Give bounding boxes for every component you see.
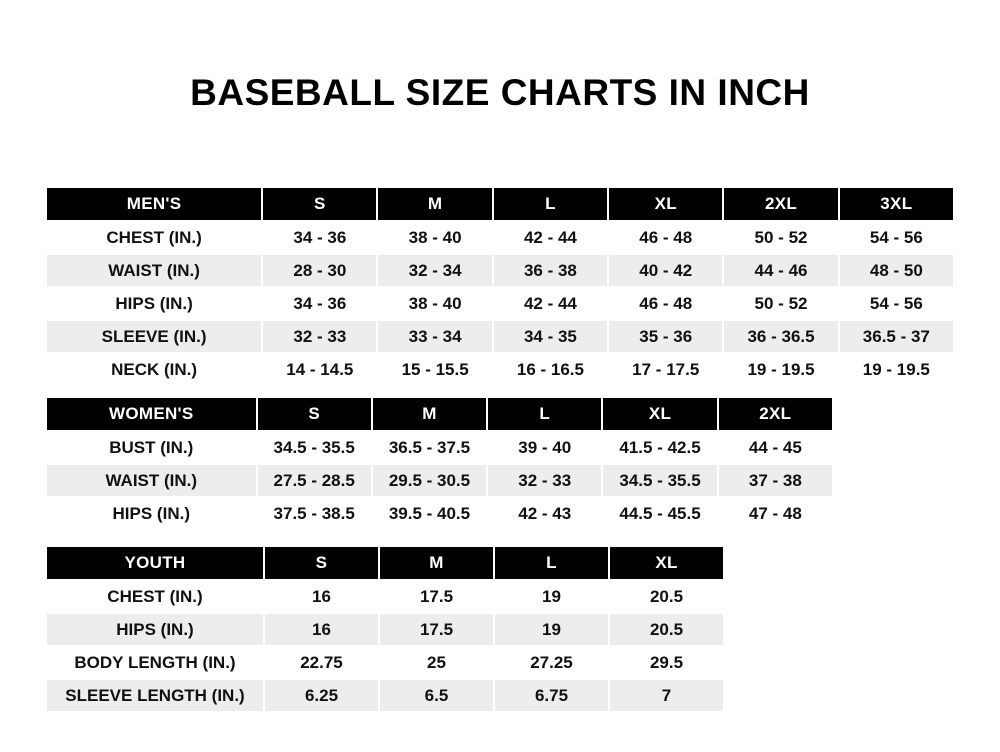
table-cell: 54 - 56 [839, 287, 954, 320]
table-cell: 42 - 44 [493, 287, 608, 320]
column-header: XL [608, 187, 723, 221]
column-header: WOMEN'S [46, 397, 257, 431]
table-row [46, 679, 724, 712]
row-label: NECK (IN.) [46, 353, 262, 386]
table-row [46, 353, 954, 386]
table-cell: 39 - 40 [487, 431, 602, 464]
column-header: M [372, 397, 487, 431]
table-cell: 16 - 16.5 [493, 353, 608, 386]
column-header: L [493, 187, 608, 221]
table-row [46, 580, 724, 613]
table-row [46, 320, 954, 353]
womens-size-table [45, 396, 834, 531]
table-cell: 37.5 - 38.5 [257, 497, 372, 530]
table-row [46, 464, 833, 497]
table-cell: 48 - 50 [839, 254, 954, 287]
table-cell: 6.5 [379, 679, 494, 712]
column-header: L [494, 546, 609, 580]
row-label: HIPS (IN.) [46, 287, 262, 320]
table-cell: 27.25 [494, 646, 609, 679]
column-header: S [264, 546, 379, 580]
table-row [46, 497, 833, 530]
table-row [46, 646, 724, 679]
table-cell: 16 [264, 580, 379, 613]
table-cell: 44.5 - 45.5 [602, 497, 717, 530]
table-cell: 32 - 33 [487, 464, 602, 497]
table-cell: 19 [494, 613, 609, 646]
table-cell: 54 - 56 [839, 221, 954, 254]
table-cell: 36.5 - 37.5 [372, 431, 487, 464]
table-cell: 20.5 [609, 580, 724, 613]
table-cell: 42 - 44 [493, 221, 608, 254]
table-cell: 46 - 48 [608, 221, 723, 254]
table-cell: 34 - 36 [262, 287, 377, 320]
table-cell: 19 - 19.5 [839, 353, 954, 386]
column-header: XL [602, 397, 717, 431]
row-label: WAIST (IN.) [46, 464, 257, 497]
table-cell: 36 - 36.5 [723, 320, 838, 353]
table-cell: 34 - 36 [262, 221, 377, 254]
table-cell: 44 - 46 [723, 254, 838, 287]
row-label: HIPS (IN.) [46, 497, 257, 530]
table-cell: 40 - 42 [608, 254, 723, 287]
table-cell: 34.5 - 35.5 [602, 464, 717, 497]
row-label: SLEEVE LENGTH (IN.) [46, 679, 264, 712]
table-cell: 42 - 43 [487, 497, 602, 530]
column-header: XL [609, 546, 724, 580]
table-cell: 28 - 30 [262, 254, 377, 287]
column-header: S [257, 397, 372, 431]
table-cell: 47 - 48 [718, 497, 833, 530]
table-header-row [46, 546, 724, 580]
table-cell: 37 - 38 [718, 464, 833, 497]
table-cell: 22.75 [264, 646, 379, 679]
row-label: CHEST (IN.) [46, 221, 262, 254]
column-header: M [379, 546, 494, 580]
table-cell: 32 - 33 [262, 320, 377, 353]
table-cell: 35 - 36 [608, 320, 723, 353]
table-cell: 27.5 - 28.5 [257, 464, 372, 497]
table-cell: 20.5 [609, 613, 724, 646]
column-header: S [262, 187, 377, 221]
column-header: MEN'S [46, 187, 262, 221]
column-header: YOUTH [46, 546, 264, 580]
table-header-row [46, 397, 833, 431]
table-cell: 50 - 52 [723, 287, 838, 320]
table-cell: 32 - 34 [377, 254, 492, 287]
table-row [46, 254, 954, 287]
table-row [46, 613, 724, 646]
table-cell: 33 - 34 [377, 320, 492, 353]
table-cell: 14 - 14.5 [262, 353, 377, 386]
row-label: CHEST (IN.) [46, 580, 264, 613]
table-cell: 50 - 52 [723, 221, 838, 254]
column-header: 3XL [839, 187, 954, 221]
table-cell: 15 - 15.5 [377, 353, 492, 386]
column-header: M [377, 187, 492, 221]
table-cell: 25 [379, 646, 494, 679]
table-cell: 17.5 [379, 613, 494, 646]
column-header: 2XL [723, 187, 838, 221]
table-row [46, 287, 954, 320]
table-cell: 6.75 [494, 679, 609, 712]
row-label: SLEEVE (IN.) [46, 320, 262, 353]
row-label: WAIST (IN.) [46, 254, 262, 287]
table-cell: 7 [609, 679, 724, 712]
table-cell: 17.5 [379, 580, 494, 613]
table-cell: 34.5 - 35.5 [257, 431, 372, 464]
row-label: HIPS (IN.) [46, 613, 264, 646]
table-cell: 46 - 48 [608, 287, 723, 320]
table-cell: 38 - 40 [377, 287, 492, 320]
table-cell: 44 - 45 [718, 431, 833, 464]
table-cell: 6.25 [264, 679, 379, 712]
mens-size-table [45, 186, 955, 387]
table-header-row [46, 187, 954, 221]
column-header: L [487, 397, 602, 431]
table-cell: 19 - 19.5 [723, 353, 838, 386]
table-cell: 36.5 - 37 [839, 320, 954, 353]
row-label: BUST (IN.) [46, 431, 257, 464]
table-cell: 34 - 35 [493, 320, 608, 353]
table-row [46, 431, 833, 464]
youth-size-table [45, 545, 725, 713]
table-row [46, 221, 954, 254]
column-header: 2XL [718, 397, 833, 431]
table-cell: 41.5 - 42.5 [602, 431, 717, 464]
table-cell: 39.5 - 40.5 [372, 497, 487, 530]
table-cell: 29.5 [609, 646, 724, 679]
table-cell: 16 [264, 613, 379, 646]
page-title: BASEBALL SIZE CHARTS IN INCH [190, 72, 810, 113]
table-cell: 17 - 17.5 [608, 353, 723, 386]
row-label: BODY LENGTH (IN.) [46, 646, 264, 679]
table-cell: 38 - 40 [377, 221, 492, 254]
table-cell: 36 - 38 [493, 254, 608, 287]
table-cell: 19 [494, 580, 609, 613]
table-cell: 29.5 - 30.5 [372, 464, 487, 497]
